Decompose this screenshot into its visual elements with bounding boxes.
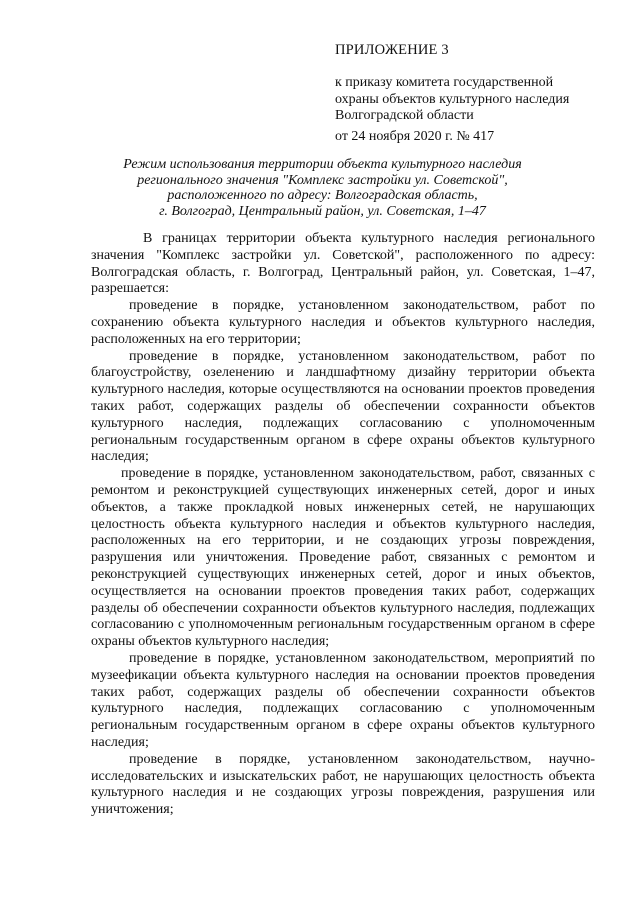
heading-line: регионального значения "Комплекс застройки ул. Советской", (137, 172, 508, 188)
permitted-item-1: проведение в порядке, установленном законодательством, работ по сохранению объекта культурного наследия и объектов культурного наследия, расположенных на его территории; (91, 298, 595, 347)
order-reference-line: к приказу комитета государственной (335, 75, 554, 90)
permitted-item-2: проведение в порядке, установленном законодательством, работ по благоустройству, озеленению и ландшафтному дизайну территории объекта культурного наследия, которые осуществляются на основании проектов проведения таких работ, содержащих разделы об обеспечении сохранности объектов культурного наследия, подлежащих согласованию с уполномоченным региональным государственным органом в сфере охраны объектов культурного наследия; (91, 348, 595, 465)
permitted-item-4: проведение в порядке, установленном законодательством, мероприятий по музеефикации объекта культурного наследия на основании проектов проведения таких работ, содержащих разделы об обеспечении сохранности объектов культурного наследия, подлежащих согласованию с уполномоченным региональным государственным органом в сфере охраны объектов культурного наследия; (91, 650, 595, 750)
order-date: от 24 ноября 2020 г. № 417 (335, 129, 495, 144)
intro-paragraph: В границах территории объекта культурного наследия регионального значения "Комплекс застройки ул. Советской", расположенного по адресу: Волгоградская область, г. Волгоград, Центральный район, ул. Советская, 1–47, разрешается: (91, 231, 595, 297)
order-reference (335, 75, 615, 125)
heading-line: г. Волгоград, Центральный район, ул. Советская, 1–47 (159, 203, 486, 219)
permitted-item-3: проведение в порядке, установленном законодательством, работ, связанных с ремонтом и реконструкцией существующих инженерных сетей, дорог и иных объектов, а также прокладкой новых инженерных сетей, не нарушающих целостность объекта культурного наследия и объектов культурного наследия, расположенных на его территории, и не создающих угрозы повреждения, разрушения или уничтожения. Проведение работ, связанных с ремонтом и реконструкцией существующих инженерных сетей, дорог и иных объектов, осуществляется на основании проектов проведения таких работ, содержащих разделы об обеспечении сохранности объектов культурного наследия, подлежащих согласованию с уполномоченным региональным государственным органом в сфере охраны объектов культурного наследия; (91, 466, 595, 650)
document-body (91, 231, 595, 819)
heading-line: Режим использования территории объекта культурного наследия (123, 157, 522, 172)
order-reference-line: Волгоградской области (335, 108, 474, 123)
appendix-title: ПРИЛОЖЕНИЕ 3 (335, 42, 449, 58)
order-reference-line: охраны объектов культурного наследия (335, 91, 570, 107)
permitted-item-5: проведение в порядке, установленном законодательством, научно-исследовательских и изыскательских работ, не нарушающих целостность объекта культурного наследия и не создающих угрозы повреждения, разрушения или уничтожения; (91, 751, 595, 818)
document-heading (95, 157, 550, 219)
heading-line: расположенного по адресу: Волгоградская область, (167, 188, 478, 203)
